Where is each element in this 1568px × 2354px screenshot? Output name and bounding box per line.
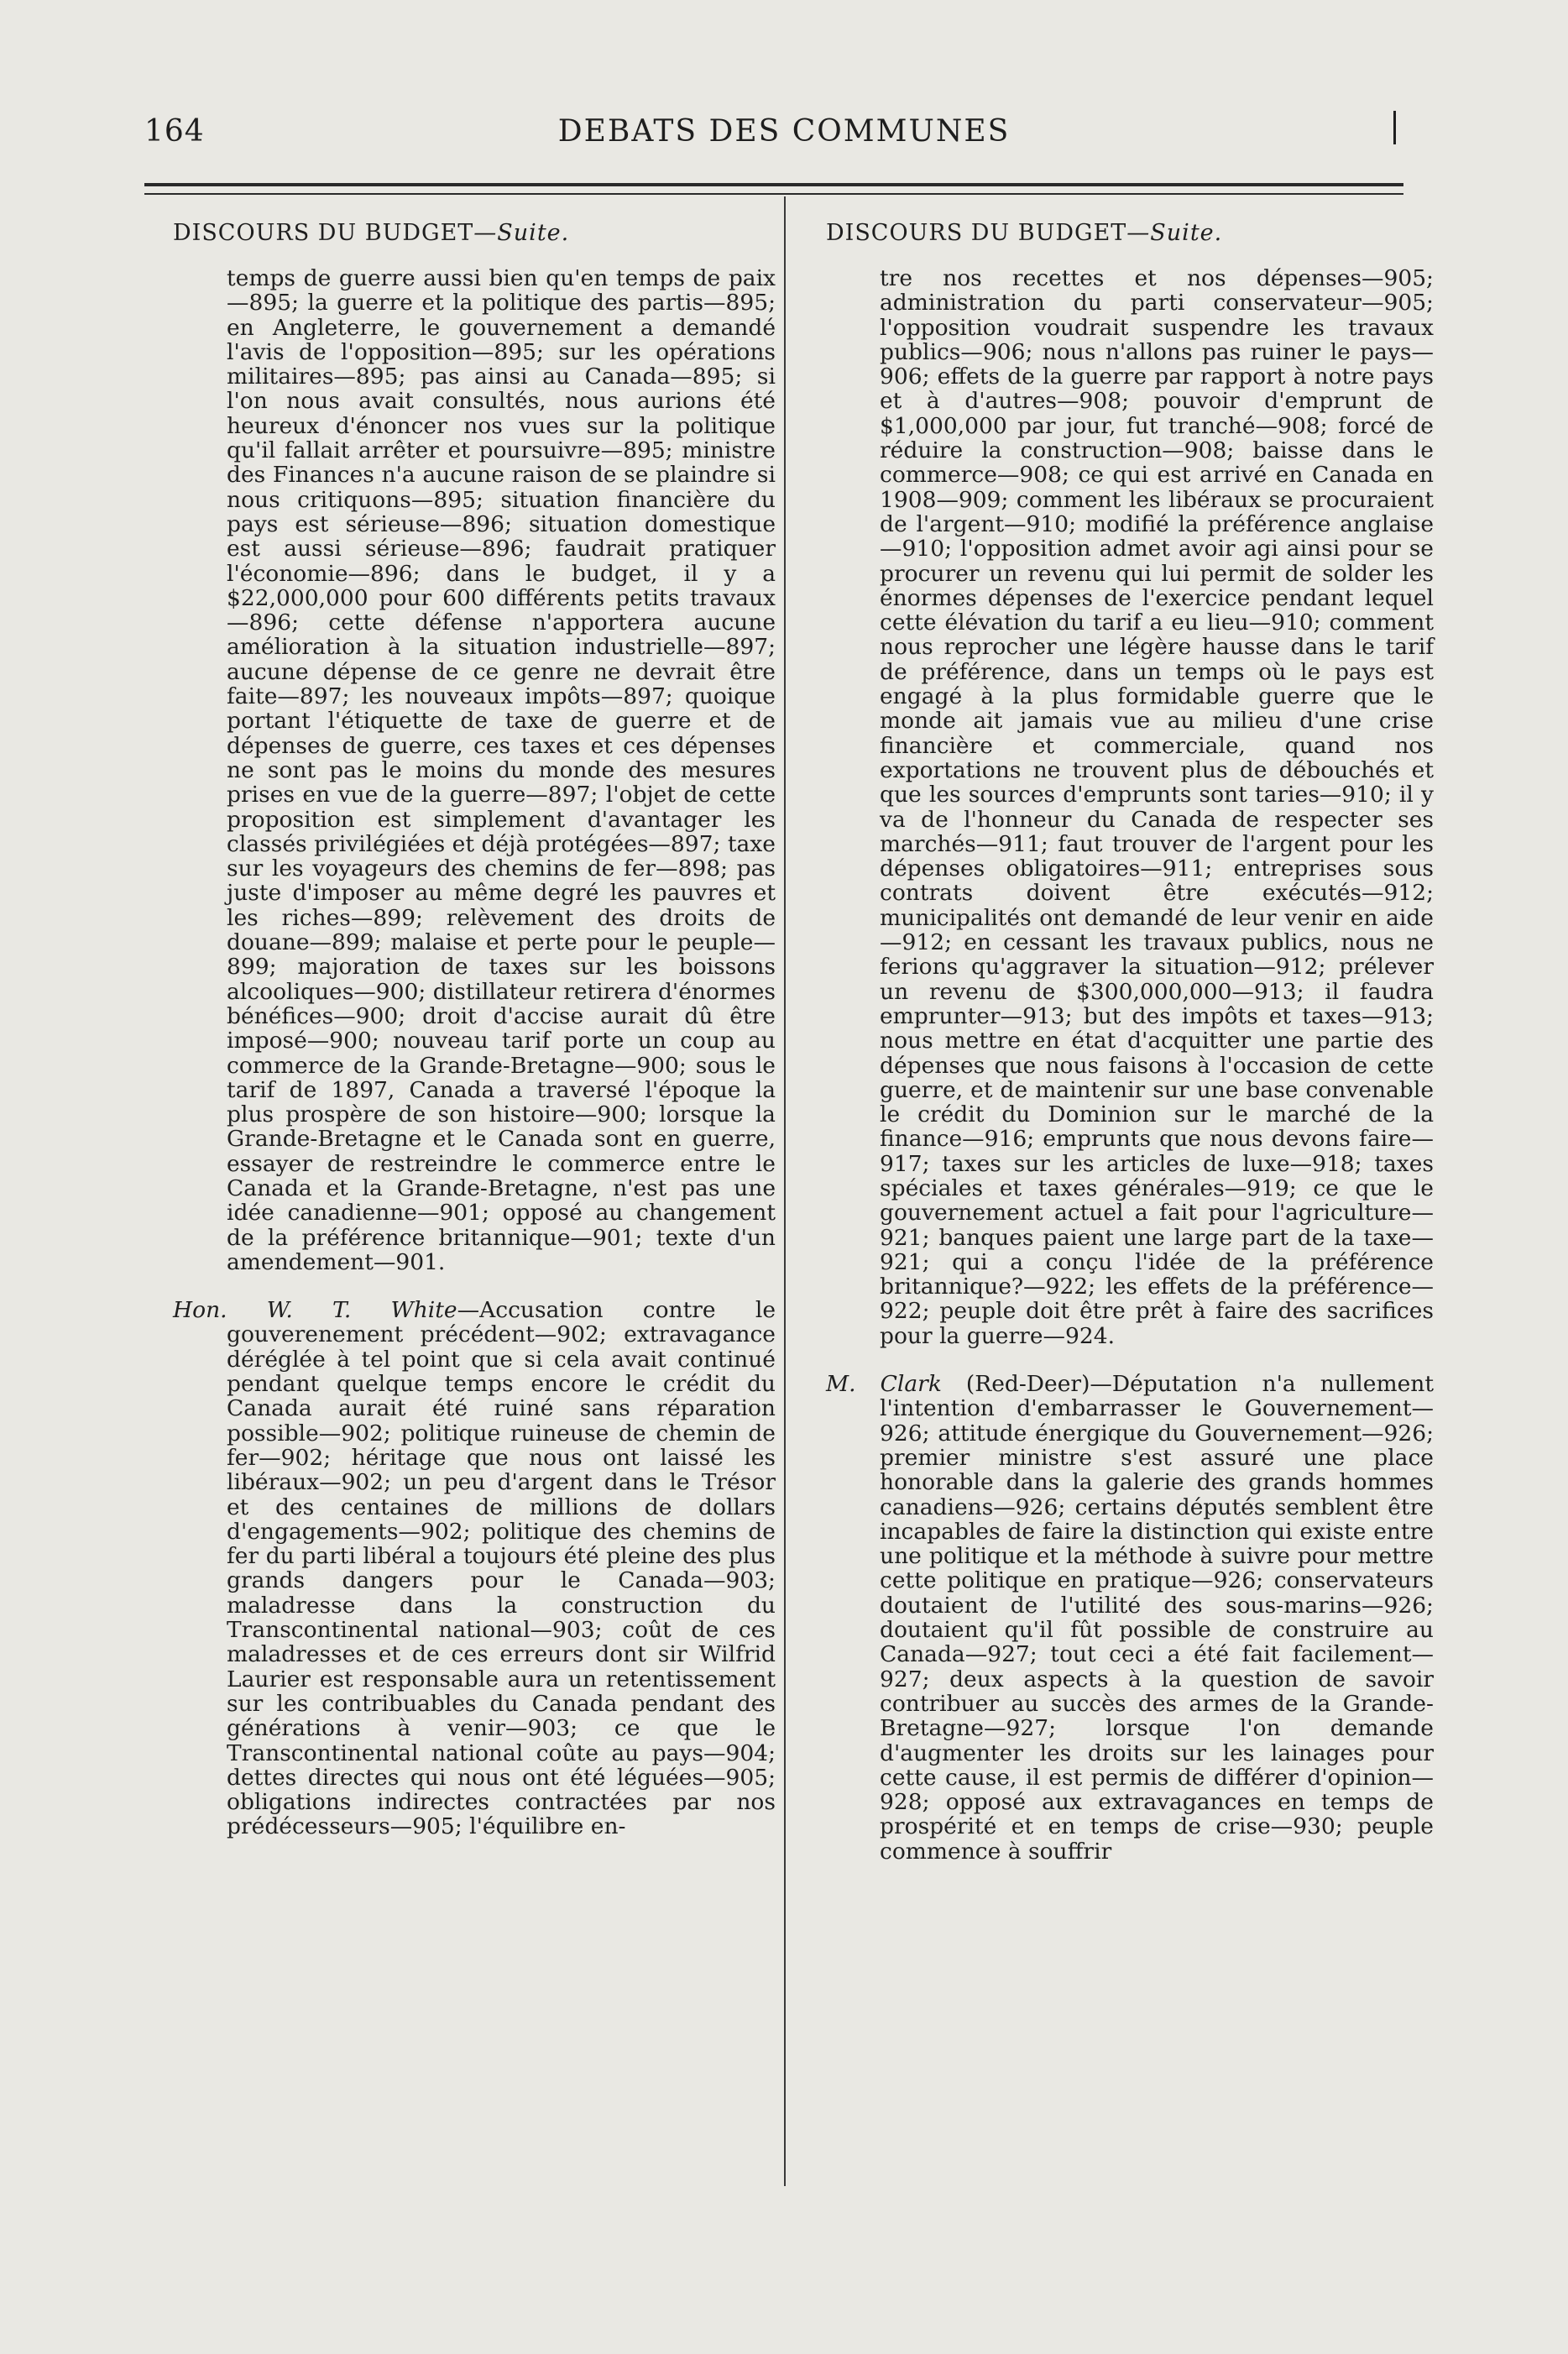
heading-text: DISCOURS DU BUDGET [173, 220, 474, 246]
speaker-text: —Accusation contre le gouverenement précédent—902; extravagance déréglée à tel point que si cela avait continué pendant quelque temps encore le crédit du Canada aurait été ruiné sans réparation possible—902; politique ruineuse de chemin de fer—902; héritage que nous ont laissé les libéraux—902; un peu d'argent dans le Trésor et des centaines de millions de dollars d'engagements—902; politique des chemins de fer du parti libéral a toujours été pleine des plus grands dangers pour le Canada—903; maladresse dans la construction du Transcontinental national—903; coût de ces maladresses et de ces erreurs dont sir Wilfrid Laurier est responsable aura un retentissement sur les contribuables du Canada pendant des générations à venir—903; ce que le Transcontinental national coûte au pays—904; dettes directes qui nous ont été léguées—905; obligations indirectes contractées par nos prédécesseurs—905; l'équilibre en- [227, 1297, 776, 1840]
speaker-name: Hon. W. T. White [173, 1297, 457, 1324]
continuation-paragraph: temps de guerre aussi bien qu'en temps de paix—895; la guerre et la politique des partis—895; en Angleterre, le gouvernement a demandé l'avis de l'opposition—895; sur les opérations militaires—895; pas ainsi au Canada—895; si l'on nous avait consultés, nous aurions été heureux d'énoncer nos vues sur la politique qu'il fallait arrêter et poursuivre—895; ministre des Finances n'a aucune raison de se plaindre si nous critiquons—895; situation financière du pays est sérieuse—896; situation domestique est aussi sérieuse—896; faudrait pratiquer l'économie—896; dans le budget, il y a $22,000,000 pour 600 différents petits travaux—896; cette défense n'apportera aucune amélioration à la situation industrielle—897; aucune dépense de ce genre ne devrait être faite—897; les nouveaux impôts—897; quoique portant l'étiquette de taxe de guerre et de dépenses de guerre, ces taxes et ces dépenses ne sont pas le moins du monde des mesures prises en vue de la guerre—897; l'objet de cette proposition est simplement d'avantager les classés privilégiées et déjà protégées—897; taxe sur les voyageurs des chemins de fer—898; pas juste d'imposer au même degré les pauvres et les riches—899; relèvement des droits de douane—899; malaise et perte pour le peuple—899; majoration de taxes sur les boissons alcooliques—900; distillateur retirera d'énormes bénéfices—900; droit d'accise aurait dû être imposé—900; nouveau tarif porte un coup au commerce de la Grande-Bretagne—900; sous le tarif de 1897, Canada a traversé l'époque la plus prospère de son histoire—900; lorsque la Grande-Bretagne et le Canada sont en guerre, essayer de restreindre le commerce entre le Canada et la Grande-Bretagne, n'est pas une idée canadienne—901; opposé au changement de la préférence britannique—901; texte d'un amendement—901. [227, 265, 776, 1275]
right-column-heading [826, 220, 1434, 246]
speaker-text: (Red-Deer)—Députation n'a nullement l'intention d'embarrasser le Gouvernement—926; attitude énergique du Gouvernement—926; premier ministre s'est assuré une place honorable dans la galerie des grands hommes canadiens—926; certains députés semblent être incapables de faire la distinction qui existe entre une politique et la méthode à suivre pour mettre cette politique en pratique—926; conservateurs doutaient de l'utilité des sous-marins—926; doutaient qu'il fût possible de construire au Canada—927; tout ceci a été fait facilement—927; deux aspects à la question de savoir contribuer au succès des armes de la Grande-Bretagne—927; lorsque l'on demande d'augmenter les droits sur les lainages pour cette cause, il est permis de différer d'opinion—928; opposé aux extravagances en temps de prospérité et en temps de crise—930; peuple commence à souffrir [880, 1371, 1434, 1865]
header-rule-thin [144, 193, 1403, 195]
running-head-title: DEBATS DES COMMUNES [557, 114, 1011, 149]
speaker-entry-clark [826, 1372, 1434, 1864]
left-column [173, 220, 776, 1863]
speaker-entry-white [173, 1298, 776, 1839]
corner-mark [1393, 111, 1396, 144]
heading-suite: —Suite. [473, 220, 570, 246]
right-column [826, 220, 1434, 1887]
column-divider [784, 196, 786, 2186]
header-rule-thick [144, 183, 1403, 186]
left-column-heading [173, 220, 776, 246]
continuation-paragraph: tre nos recettes et nos dépenses—905; administration du parti conservateur—905; l'opposition voudrait suspendre les travaux publics—906; nous n'allons pas ruiner le pays—906; effets de la guerre par rapport à notre pays et à d'autres—908; pouvoir d'emprunt de $1,000,000 par jour, fut tranché—908; forcé de réduire la construction—908; baisse dans le commerce—908; ce qui est arrivé en Canada en 1908—909; comment les libéraux se procuraient de l'argent—910; modifié la préférence anglaise—910; l'opposition admet avoir agi ainsi pour se procurer un revenu qui lui permit de solder les énormes dépenses de l'exercice pendant lequel cette élévation du tarif a eu lieu—910; comment nous reprocher une légère hausse dans le tarif de préférence, dans un temps où le pays est engagé à la plus formidable guerre que le monde ait jamais vue au milieu d'une crise financière et commerciale, quand nos exportations ne trouvent plus de débouchés et que les sources d'emprunts sont taries—910; il y va de l'honneur du Canada de respecter ses marchés—911; faut trouver de l'argent pour les dépenses obligatoires—911; entreprises sous contrats doivent être exécutés—912; municipalités ont demandé de leur venir en aide—912; en cessant les travaux publics, nous ne ferions qu'aggraver la situation—912; prélever un revenu de $300,000,000—913; il faudra emprunter—913; but des impôts et taxes—913; nous mettre en état d'acquitter une partie des dépenses que nous faisons à l'occasion de cette guerre, et de maintenir sur une base convenable le crédit du Dominion sur le marché de la finance—916; emprunts que nous devons faire—917; taxes sur les articles de luxe—918; taxes spéciales et taxes générales—919; ce que le gouvernement actuel a fait pour l'agriculture—921; banques paient une large part de la taxe—921; qui a conçu l'idée de la préférence britannique?—922; les effets de la préférence—922; peuple doit être prêt à faire des sacrifices pour la guerre—924. [880, 265, 1434, 1349]
heading-text: DISCOURS DU BUDGET [826, 220, 1127, 246]
speaker-name: M. Clark [826, 1371, 942, 1398]
heading-suite: —Suite. [1126, 220, 1223, 246]
page-number: 164 [144, 114, 205, 149]
